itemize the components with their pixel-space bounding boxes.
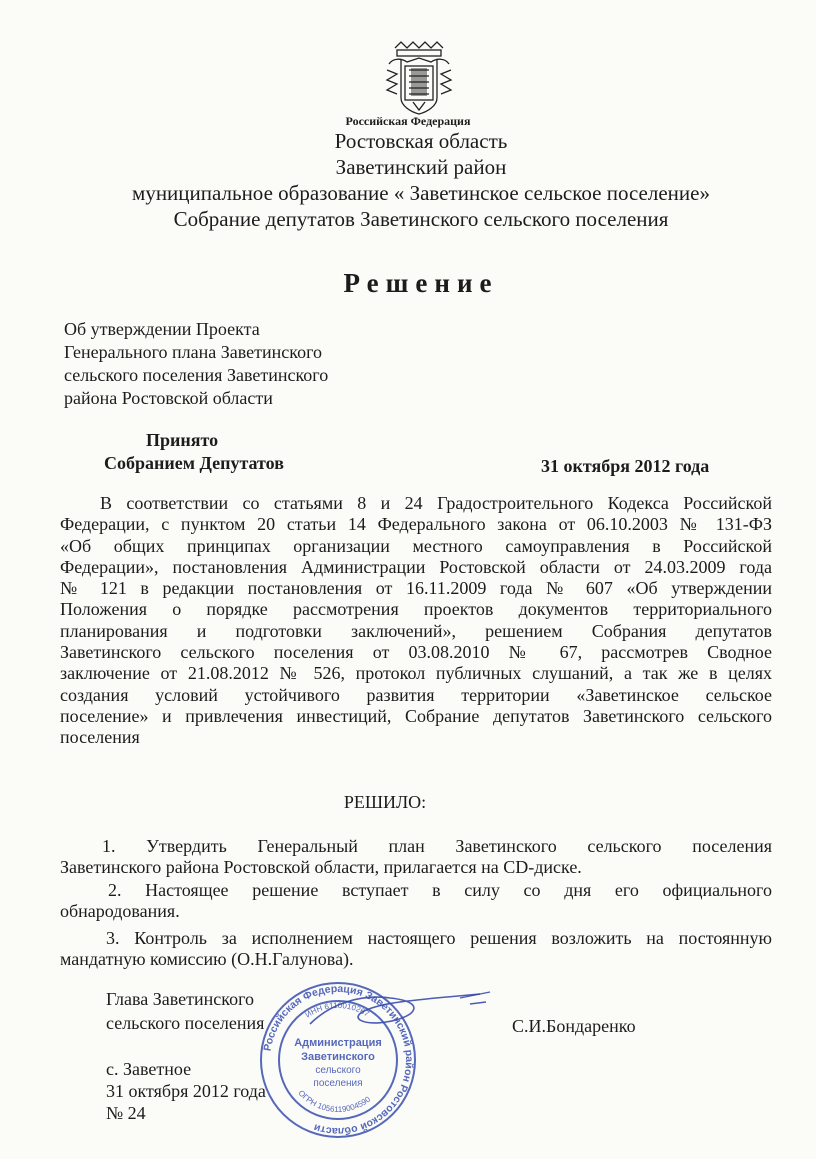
stamp-ogrn: ОГРН 1056119004590 bbox=[296, 1088, 373, 1115]
signature-date: 31 октября 2012 года bbox=[106, 1081, 266, 1101]
signer-title-line2: сельского поселения bbox=[106, 1013, 265, 1033]
preamble-line: № 121 в редакции постановления от 16.11.2009 года № 607 «Об утверждении bbox=[60, 578, 772, 599]
preamble-line: поселение» и привлечения инвестиций, Собрание депутатов Заветинского сельского bbox=[60, 705, 772, 726]
header-region: Ростовская область bbox=[334, 129, 508, 153]
preamble-line: Федерации, с пунктом 20 статьи 14 Федерального закона от 06.10.2003 № 131-ФЗ bbox=[60, 514, 772, 535]
preamble-line: заключение от 21.08.2012 № 526, протокол публичных слушаний, а так же в целях bbox=[60, 663, 772, 684]
preamble-line: планирования и подготовки заключений», решением Собрания депутатов bbox=[60, 620, 772, 641]
item-line: 1. Утвердить Генеральный план Заветинского сельского поселения bbox=[102, 836, 772, 856]
header-body: Собрание депутатов Заветинского сельского поселения bbox=[173, 207, 669, 231]
decided-label: РЕШИЛО: bbox=[343, 792, 427, 812]
stamp-center-line: поселения bbox=[313, 1078, 363, 1089]
stamp-center-line: Заветинского bbox=[301, 1051, 375, 1063]
preamble-line: Положения о порядке рассмотрения проектов документов территориального bbox=[60, 599, 772, 620]
preamble-line: поселения bbox=[60, 727, 140, 748]
coat-of-arms-icon bbox=[383, 40, 455, 118]
stamp-inn: ИНН 6110010267 bbox=[303, 1000, 371, 1020]
stamp-center-line: сельского bbox=[315, 1065, 361, 1076]
item-line: обнародования. bbox=[60, 901, 180, 922]
subject-line: сельского поселения Заветинского bbox=[64, 365, 329, 385]
document-number: № 24 bbox=[106, 1103, 146, 1123]
preamble-line: «Об общих принципах организации местного самоуправления в Российской bbox=[60, 535, 772, 556]
signer-name: С.И.Бондаренко bbox=[512, 1016, 636, 1036]
item-line: 2. Настоящее решение вступает в силу со дня его официального bbox=[108, 880, 772, 900]
stamp-center-line: Администрация bbox=[294, 1037, 382, 1049]
item-line: Заветинского района Ростовской области, прилагается на CD-диске. bbox=[60, 857, 582, 878]
subject-line: района Ростовской области bbox=[64, 388, 273, 408]
subject-line: Об утверждении Проекта bbox=[64, 319, 260, 339]
item-1 bbox=[60, 836, 772, 879]
header-district: Заветинский район bbox=[335, 155, 507, 179]
item-3 bbox=[60, 928, 772, 971]
stamp-outer-text: Российская Федерация Заветинский район Ростовской области bbox=[261, 982, 416, 1138]
accepted-line2: Собранием Депутатов bbox=[104, 453, 284, 473]
preamble-line: создания условий устойчивого развития территории «Заветинское сельское bbox=[60, 684, 772, 705]
subject-line: Генерального плана Заветинского bbox=[64, 342, 323, 362]
place: с. Заветное bbox=[106, 1059, 192, 1079]
header-municipality: муниципальное образование « Заветинское сельское поселение» bbox=[132, 181, 710, 205]
subject-block bbox=[64, 318, 328, 410]
accepted-line1: Принято bbox=[146, 430, 219, 450]
item-line: мандатную комиссию (О.Н.Галунова). bbox=[60, 949, 354, 970]
official-stamp bbox=[258, 980, 418, 1140]
accepted-date: 31 октября 2012 года bbox=[541, 456, 710, 476]
preamble-line: В соответствии со статьями 8 и 24 Градостроительного Кодекса Российской bbox=[100, 493, 772, 513]
item-2 bbox=[60, 880, 772, 923]
item-line: 3. Контроль за исполнением настоящего решения возложить на постоянную bbox=[106, 928, 772, 948]
preamble-paragraph bbox=[60, 493, 772, 749]
document-title: Решение bbox=[343, 268, 499, 298]
svg-text:ИНН 6110010267 bbox=[304, 1001, 372, 1020]
signer-title-line1: Глава Заветинского bbox=[106, 989, 255, 1009]
preamble-line: Федерации», постановления Администрации Ростовской области от 24.03.2009 года bbox=[60, 556, 772, 577]
preamble-line: Заветинского сельского поселения от 03.08.2010 № 67, рассмотрев Сводное bbox=[60, 642, 772, 663]
header-country: Российская Федерация bbox=[345, 114, 471, 128]
